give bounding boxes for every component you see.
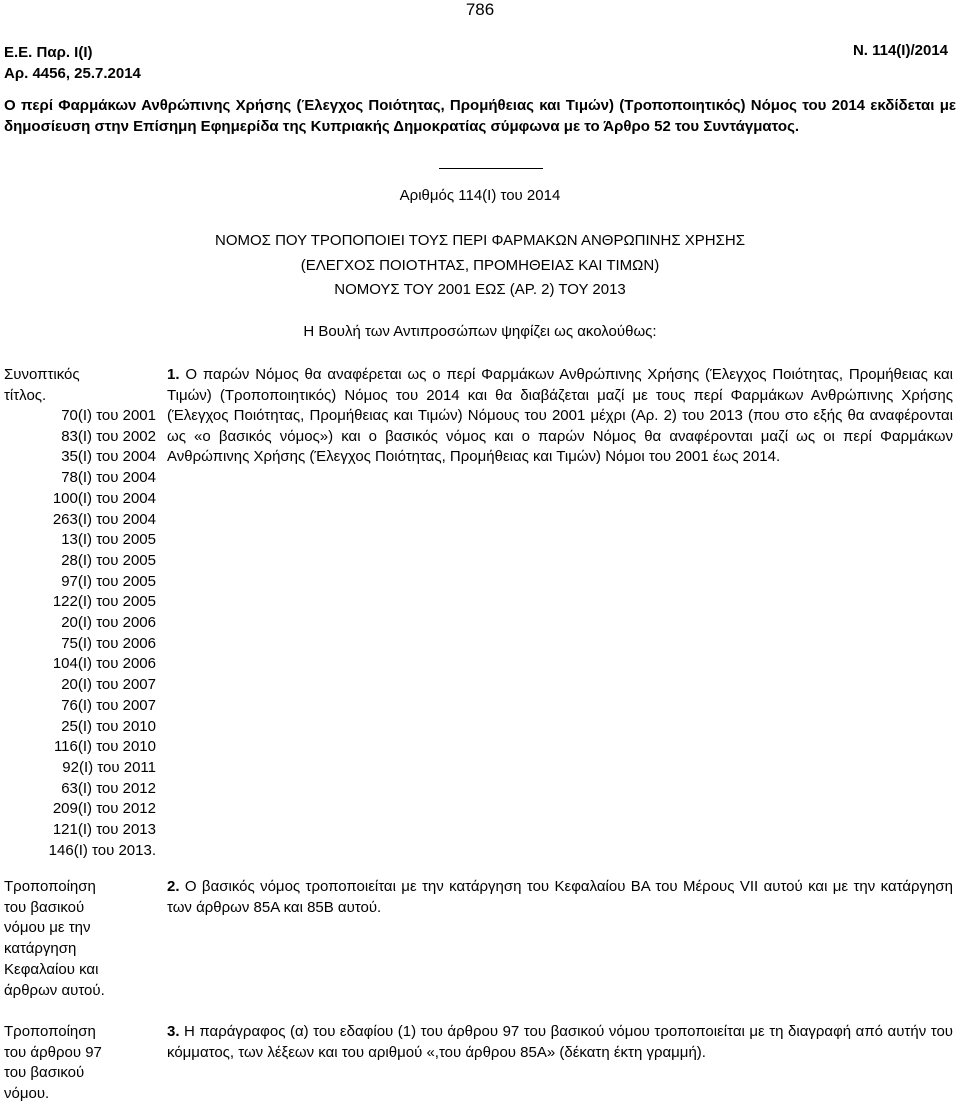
law-title-line-2: (ΕΛΕΓΧΟΣ ΠΟΙΟΤΗΤΑΣ, ΠΡΟΜΗΘΕΙΑΣ ΚΑΙ ΤΙΜΩΝ) — [300, 257, 660, 274]
margin-note-amendment-article-97 — [4, 1022, 156, 1105]
law-title-line-3: ΝΟΜΟΥΣ ΤΟΥ 2001 ΕΩΣ (ΑΡ. 2) ΤΟΥ 2013 — [334, 281, 626, 298]
margin-note-line: του άρθρου 97 — [4, 1043, 102, 1061]
citation: 75(Ι) του 2006 — [61, 634, 156, 652]
gazette-issue: Αρ. 4456, 25.7.2014 — [4, 65, 141, 82]
margin-note-line: Τροποποίηση — [4, 1023, 96, 1040]
citation: 76(Ι) του 2007 — [61, 696, 156, 714]
margin-note-short-title — [4, 365, 156, 406]
margin-note-line: νόμου με την — [4, 919, 91, 937]
margin-note-line: Συνοπτικός — [4, 366, 80, 383]
margin-note-line: άρθρων αυτού. — [4, 981, 105, 999]
gazette-reference — [4, 42, 141, 84]
margin-note-line: κατάργηση — [4, 940, 77, 958]
citation: 28(Ι) του 2005 — [61, 551, 156, 569]
law-number: Αριθμός 114(Ι) του 2014 — [399, 187, 561, 204]
citation: 122(Ι) του 2005 — [52, 593, 156, 611]
citation: 100(Ι) του 2004 — [52, 489, 156, 507]
law-reference: Ν. 114(Ι)/2014 — [852, 42, 948, 59]
citation: 83(Ι) του 2002 — [61, 427, 156, 445]
section-text: Ο παρών Νόμος θα αναφέρεται ως ο περί Φαρμάκων Ανθρώπινης Χρήσης (Έλεγχος Ποιότητας, Προμήθειας και Τιμών) (Τροποποιητικός) Νόμος του 2014 και θα διαβάζεται μαζί με τους περί Φαρμάκων Ανθρώπινης Χρήσης (Έλεγχος Ποιότητας, Προμήθειας και Τιμών) Νόμους του 2001 μέχρι (Αρ. 2) του 2013 (που στο εξής θα αναφέρονται ως «ο βασικός νόμος») και ο βασικός νόμος και ο παρών Νόμος θα αναφέρονται μαζί ως οι περί Φαρμάκων Ανθρώπινης Χρήσης (Έλεγχος Ποιότητας, Προμήθειας και Τιμών) Νόμοι του 2001 έως 2014. — [167, 366, 953, 466]
citation: 20(Ι) του 2007 — [61, 676, 156, 694]
section-1 — [167, 365, 953, 468]
section-text: Η παράγραφος (α) του εδαφίου (1) του άρθρου 97 του βασικού νόμου τροποποιείται με τη διαγραφή από αυτήν του κόμματος, των λέξεων και του αριθμού «,του άρθρου 85Α» (δέκατη έκτη γραμμή). — [167, 1023, 953, 1061]
section-2 — [167, 877, 953, 918]
section-3 — [167, 1022, 953, 1063]
citation: 25(Ι) του 2010 — [61, 717, 156, 735]
citation: 121(Ι) του 2013 — [52, 821, 156, 839]
enactment-formula: Η Βουλή των Αντιπροσώπων ψηφίζει ως ακολούθως: — [303, 323, 657, 340]
citation: 70(Ι) του 2001 — [61, 407, 156, 424]
citation: 104(Ι) του 2006 — [52, 655, 156, 673]
law-title-line-1: ΝΟΜΟΣ ΠΟΥ ΤΡΟΠΟΠΟΙΕΙ ΤΟΥΣ ΠΕΡΙ ΦΑΡΜΑΚΩΝ ΑΝΘΡΩΠΙΝΗΣ ΧΡΗΣΗΣ — [214, 232, 745, 249]
citation: 92(Ι) του 2011 — [62, 758, 156, 776]
section-number: 2. — [167, 878, 180, 895]
section-number: 1. — [167, 366, 180, 383]
citation: 116(Ι) του 2010 — [53, 738, 156, 756]
page-number: 786 — [465, 0, 495, 19]
margin-note-line: του βασικού — [4, 1064, 85, 1082]
section-text: Ο βασικός νόμος τροποποιείται με την κατάργηση του Κεφαλαίου ΒΑ του Μέρους VII αυτού και με την κατάργηση των άρθρων 85Α και 85Β αυτού. — [167, 878, 953, 916]
citation: 97(Ι) του 2005 — [61, 572, 156, 590]
publication-notice: Ο περί Φαρμάκων Ανθρώπινης Χρήσης (Έλεγχος Ποιότητας, Προμήθειας και Τιμών) (Τροποποιητικός) Νόμος του 2014 εκδίδεται με δημοσίευση στην Επίσημη Εφημερίδα της Κυπριακής Δημοκρατίας σύμφωνα με το Άρθρο 52 του Συντάγματος. — [4, 97, 956, 135]
citation: 20(Ι) του 2006 — [61, 614, 156, 632]
separator-rule — [439, 168, 543, 169]
margin-note-line: Κεφαλαίου και — [4, 960, 99, 978]
citation: 35(Ι) του 2004 — [61, 448, 156, 466]
gazette-part: Ε.Ε. Παρ. Ι(Ι) — [4, 44, 93, 61]
margin-note-line: του βασικού — [4, 898, 85, 916]
margin-note-line: νόμου. — [4, 1085, 50, 1103]
citations-list — [4, 406, 156, 861]
margin-note-line: τίτλος. — [4, 386, 47, 404]
citation: 78(Ι) του 2004 — [61, 469, 156, 487]
citation: 13(Ι) του 2005 — [61, 531, 156, 549]
citation: 263(Ι) του 2004 — [52, 510, 156, 528]
section-number: 3. — [167, 1023, 180, 1040]
citation: 209(Ι) του 2012 — [52, 800, 156, 818]
margin-note-amendment-chapter — [4, 877, 156, 1001]
margin-note-line: Τροποποίηση — [4, 878, 96, 895]
citation: 146(Ι) του 2013. — [48, 841, 156, 859]
citation: 63(Ι) του 2012 — [61, 779, 156, 797]
